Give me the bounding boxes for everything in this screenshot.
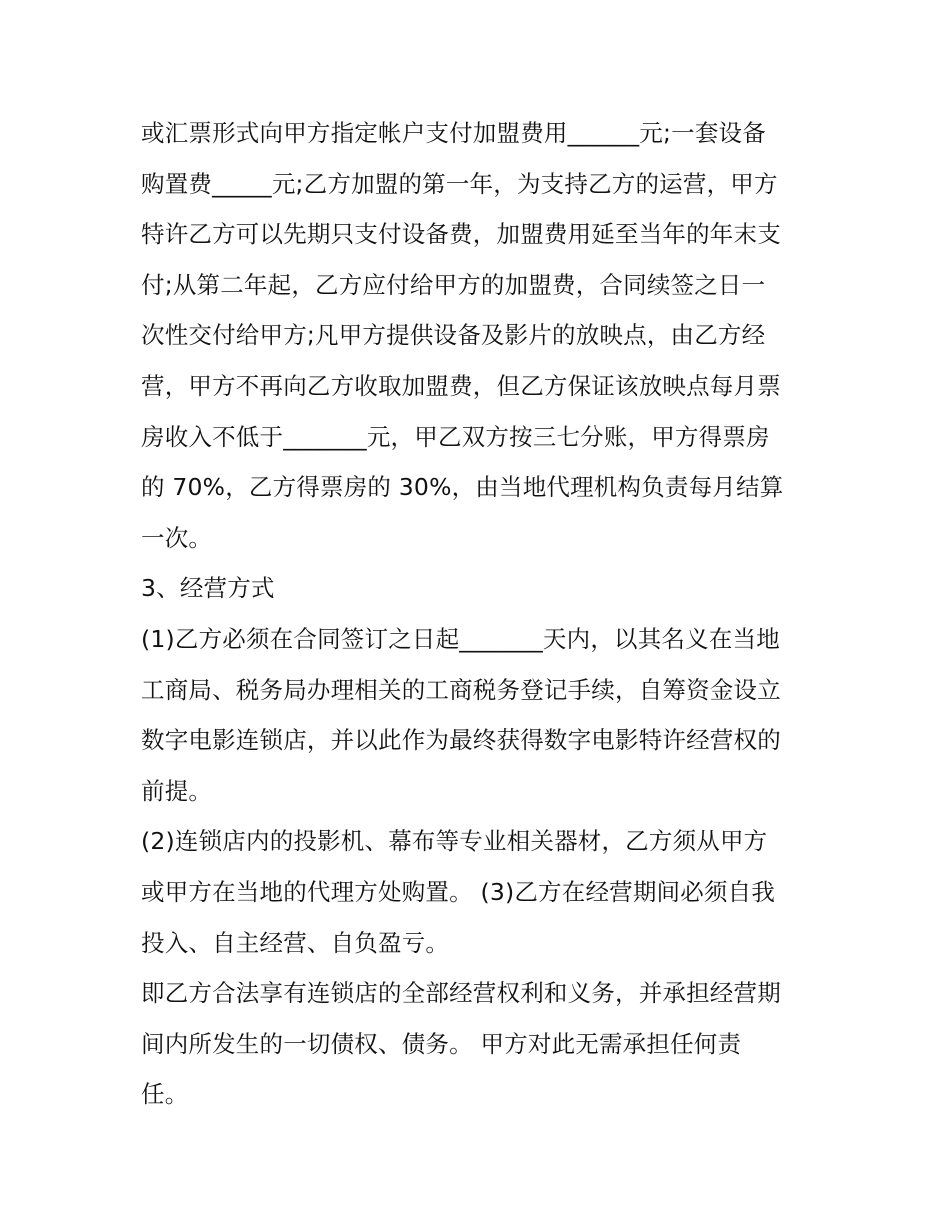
text-line: 数字电影连锁店，并以此作为最终获得数字电影特许经营权的: [141, 726, 781, 755]
text-line: 投入、自主经营、自负盈亏。: [141, 928, 450, 957]
section-heading: 3、经营方式: [141, 574, 275, 603]
text-line: 间内所发生的一切债权、债务。 甲方对此无需承担任何责: [141, 1029, 742, 1058]
document-body: [141, 108, 841, 1120]
text-line: 或汇票形式向甲方指定帐户支付加盟费用______元;一套设备: [141, 119, 766, 147]
text-line: 购置费_____元;乙方加盟的第一年，为支持乙方的运营，甲方: [141, 169, 778, 198]
text-line: 任。: [141, 1080, 189, 1109]
text-line: 付;从第二年起，乙方应付给甲方的加盟费，合同续签之日一: [141, 270, 766, 299]
text-line: (2)连锁店内的投影机、幕布等专业相关器材，乙方须从甲方: [141, 827, 768, 856]
text-line: 房收入不低于_______元，甲乙双方按三七分账，甲方得票房: [141, 422, 770, 451]
text-line: 特许乙方可以先期只支付设备费，加盟费用延至当年的年末支: [141, 220, 781, 249]
text-line: (1)乙方必须在合同签订之日起_______天内，以其名义在当地: [141, 624, 780, 653]
text-line: 前提。: [141, 776, 213, 805]
text-line: 次性交付给甲方;凡甲方提供设备及影片的放映点，由乙方经: [141, 321, 766, 350]
text-line: 或甲方在当地的代理方处购置。 (3)乙方在经营期间必须自我: [141, 877, 776, 906]
text-line: 一次。: [141, 523, 213, 552]
text-line: 营，甲方不再向乙方收取加盟费，但乙方保证该放映点每月票: [141, 371, 781, 400]
text-line: 的 70%，乙方得票房的 30%，由当地代理机构负责每月结算: [141, 473, 784, 502]
text-line: 即乙方合法享有连锁店的全部经营权利和义务，并承担经营期: [141, 979, 781, 1008]
text-line: 工商局、税务局办理相关的工商税务登记手续，自筹资金设立: [141, 675, 781, 704]
